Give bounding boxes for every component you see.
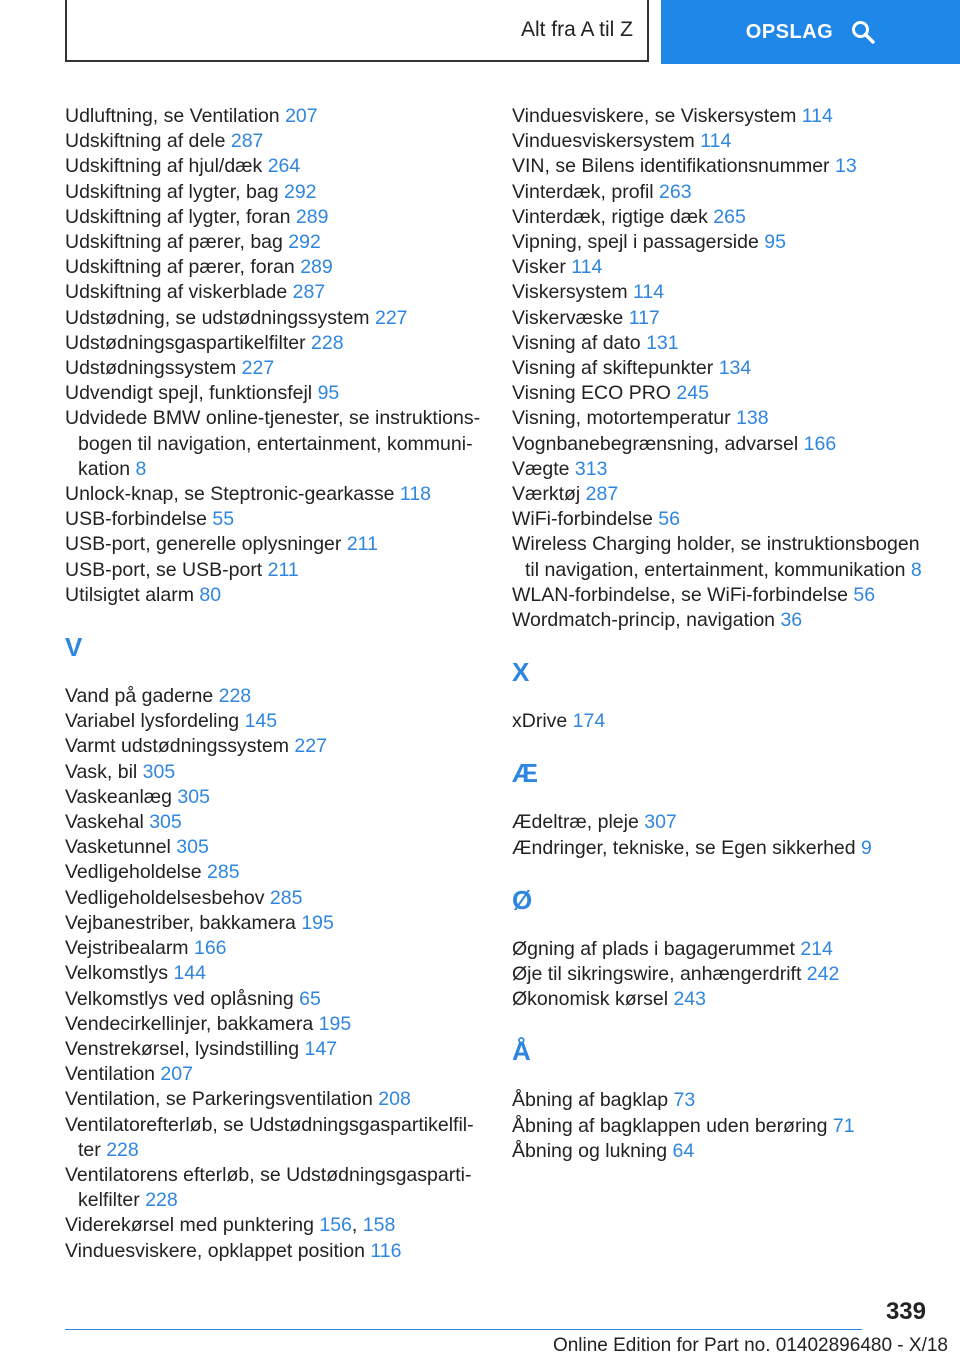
index-entry-text: Udskiftning af pærer, bag xyxy=(65,231,289,254)
index-entry-text: Øje til sikringswire, anhængerdrift xyxy=(512,963,807,986)
page-reference-link[interactable]: 242 xyxy=(806,963,840,986)
index-entry xyxy=(65,785,485,810)
index-entry-text: Viskervæske xyxy=(512,306,629,329)
page-reference-link[interactable]: 114 xyxy=(801,105,833,127)
page-reference-link[interactable]: 265 xyxy=(713,205,746,228)
page-reference-link[interactable]: 166 xyxy=(803,432,837,455)
page-reference-link[interactable]: 55 xyxy=(212,508,235,531)
tab-atoz-label: Alt fra A til Z xyxy=(520,18,633,41)
page-reference-link[interactable]: 174 xyxy=(572,710,606,733)
page-reference-link[interactable]: 8 xyxy=(135,457,147,480)
index-entry xyxy=(65,760,485,785)
page-reference-link[interactable]: 114 xyxy=(633,281,665,304)
index-entry xyxy=(65,860,485,885)
index-entry-text: Vinduesviskere, opklappet position xyxy=(65,1239,371,1262)
index-letter-heading: Ø xyxy=(512,884,533,915)
page-reference-link[interactable]: 292 xyxy=(288,231,321,254)
index-entry xyxy=(65,255,485,280)
index-entry-text: Udluftning, se Ventilation xyxy=(65,105,286,127)
index-entry xyxy=(512,583,932,608)
index-entry xyxy=(65,886,485,911)
index-entry xyxy=(65,104,485,129)
index-entry xyxy=(512,205,932,230)
page-reference-link[interactable]: 292 xyxy=(283,180,317,203)
page-reference-link[interactable]: 9 xyxy=(861,836,872,859)
index-entry-text: Vand på gaderne xyxy=(65,685,219,708)
index-entry xyxy=(512,306,932,331)
index-entry xyxy=(512,1088,932,1113)
index-entry xyxy=(512,356,932,381)
index-entry xyxy=(65,356,485,381)
page-reference-link[interactable]: 71 xyxy=(832,1114,855,1137)
index-entry xyxy=(512,608,932,633)
page-reference-link[interactable]: 116 xyxy=(370,1239,402,1262)
page-reference-link[interactable]: 287 xyxy=(230,130,264,153)
page-reference-link[interactable]: 56 xyxy=(853,583,876,606)
index-entry-text: Ændringer, tekniske, se Egen sikkerhed xyxy=(512,836,862,859)
page-reference-link[interactable]: 289 xyxy=(295,205,329,228)
index-entry xyxy=(512,280,932,305)
page-reference-link[interactable]: 285 xyxy=(269,886,303,909)
page-reference-link[interactable]: 305 xyxy=(176,836,209,859)
index-entry-text: Visker xyxy=(512,256,572,279)
index-entry xyxy=(512,1139,932,1164)
page-reference-link[interactable]: 214 xyxy=(800,937,833,960)
index-entry-text: Vask, bil xyxy=(65,760,143,783)
index-entry-text: Visning, motortemperatur xyxy=(512,407,736,430)
index-entry-text: Venstrekørsel, lysindstilling xyxy=(65,1037,305,1060)
index-entry xyxy=(65,1087,485,1112)
index-entry-text: Visning af dato xyxy=(512,331,647,354)
page-reference-link[interactable]: 134 xyxy=(718,357,752,380)
index-entry-text: Visning af skiftepunkter xyxy=(512,357,719,380)
index-entry-text: Wireless Charging holder, se instruktionsbogen til navigation, entertainment, kommunikation xyxy=(512,533,920,581)
index-entry xyxy=(65,835,485,860)
index-entry xyxy=(65,230,485,255)
index-entry-text: Værktøj xyxy=(512,483,586,506)
page-reference-link[interactable]: 208 xyxy=(378,1088,411,1111)
index-entry-text: Åbning af bagklap xyxy=(512,1089,674,1112)
index-entry-text: Ventilation, se Parkeringsventilation xyxy=(65,1088,379,1111)
index-entry xyxy=(512,482,932,507)
index-entry-text: USB-forbindelse xyxy=(65,508,213,531)
index-entry xyxy=(65,154,485,179)
page-reference-link[interactable]: 147 xyxy=(304,1037,338,1060)
index-entry xyxy=(65,280,485,305)
page-reference-link[interactable]: 73 xyxy=(673,1089,696,1112)
index-entry-text: Vedligeholdelse xyxy=(65,861,208,884)
index-entry-text: Udskiftning af hjul/dæk xyxy=(65,155,268,178)
page-reference-link[interactable]: 138 xyxy=(736,407,769,430)
index-entry-text: Ædeltræ, pleje xyxy=(512,811,645,834)
index-entry-text: xDrive xyxy=(512,710,573,733)
index-entry xyxy=(65,406,485,482)
index-letter-heading: Æ xyxy=(512,758,538,789)
index-entry xyxy=(65,205,485,230)
index-entry xyxy=(65,810,485,835)
index-entry xyxy=(512,406,932,431)
footer-divider xyxy=(65,1329,862,1330)
index-entry xyxy=(512,104,932,129)
page-reference-link[interactable]: 166 xyxy=(193,937,227,960)
index-entry xyxy=(65,558,485,583)
page-reference-link[interactable]: 195 xyxy=(301,911,334,934)
page-number: 339 xyxy=(885,1298,926,1325)
page-reference-link[interactable]: 228 xyxy=(106,1138,139,1161)
index-letter-heading: X xyxy=(512,657,530,688)
index-column-right xyxy=(512,104,932,1164)
page-reference-link[interactable]: 195 xyxy=(318,1012,352,1035)
index-entry-text: Utilsigtet alarm xyxy=(65,583,200,606)
index-entry xyxy=(65,381,485,406)
index-entry-text: WiFi-forbindelse xyxy=(512,508,659,531)
index-entry-text: Vejbanestriber, bakkamera xyxy=(65,911,302,934)
index-letter-heading: V xyxy=(65,632,83,663)
index-entry xyxy=(65,1213,485,1238)
index-entry-text: Vipning, spejl i passagerside xyxy=(512,231,765,254)
index-entry-text: Visning ECO PRO xyxy=(512,382,677,405)
page-reference-link[interactable]: 305 xyxy=(149,811,182,834)
index-entry xyxy=(65,684,485,709)
index-entry xyxy=(512,937,932,962)
index-entry xyxy=(512,381,932,406)
index-entry xyxy=(65,1037,485,1062)
index-entry-text: Udvendigt spejl, funktionsfejl xyxy=(65,382,318,405)
index-entry xyxy=(65,180,485,205)
index-entry xyxy=(512,810,932,835)
page-reference-link[interactable]: 243 xyxy=(673,988,706,1011)
page-reference-link[interactable]: 287 xyxy=(292,281,326,304)
index-entry-text: WLAN-forbindelse, se WiFi-forbindelse xyxy=(512,583,854,606)
index-entry xyxy=(512,331,932,356)
index-entry xyxy=(65,709,485,734)
index-entry-text: Ventilatorens efterløb, se Udstødningsgaspartikelfilter xyxy=(65,1163,472,1212)
search-icon xyxy=(851,20,875,44)
index-entry-text: Vejstribealarm xyxy=(65,937,194,960)
index-entry-text: Udstødningssystem xyxy=(65,357,242,380)
page-reference-link[interactable]: 65 xyxy=(299,987,321,1010)
index-entry-text: Udskiftning af lygter, foran xyxy=(65,205,296,228)
index-entry xyxy=(512,255,932,280)
page-reference-link[interactable]: 285 xyxy=(207,861,240,884)
index-entry xyxy=(65,1012,485,1037)
page-reference-link[interactable]: 56 xyxy=(658,508,680,531)
page-reference-link[interactable]: 95 xyxy=(764,231,786,254)
page-reference-link[interactable]: 305 xyxy=(177,785,210,808)
index-entry-text: Vaskeanlæg xyxy=(65,785,178,808)
index-entry xyxy=(65,532,485,557)
index-entry-text: Variabel lysfordeling xyxy=(65,710,245,733)
index-entry-text: Udstødning, se udstødningssystem xyxy=(65,306,375,329)
index-entry-text: Udskiftning af lygter, bag xyxy=(65,180,284,203)
index-entry xyxy=(512,1114,932,1139)
index-entry-text: Udskiftning af pærer, foran xyxy=(65,256,301,279)
index-entry xyxy=(65,911,485,936)
page-reference-link[interactable]: 64 xyxy=(672,1139,695,1162)
page-reference-link[interactable]: 227 xyxy=(241,357,275,380)
index-entry-text: Vinduesviskere, se Viskersystem xyxy=(512,105,802,127)
index-entry xyxy=(65,331,485,356)
index-entry-text: Velkomstlys xyxy=(65,962,174,985)
page-reference-link[interactable]: 114 xyxy=(700,130,732,153)
index-entry xyxy=(65,987,485,1012)
page-reference-link[interactable]: 158 xyxy=(362,1214,396,1237)
edition-info: Online Edition for Part no. 01402896480 - X/18 xyxy=(552,1335,948,1356)
page-reference-link[interactable]: 145 xyxy=(244,710,278,733)
tab-alt-fra-a-til-z[interactable] xyxy=(65,0,649,62)
page-reference-link[interactable]: 289 xyxy=(300,256,333,279)
index-entry-text: Vognbanebegrænsning, advarsel xyxy=(512,432,804,455)
page-reference-link[interactable]: 156 xyxy=(319,1214,352,1237)
index-entry xyxy=(65,1163,485,1213)
page-reference-link[interactable]: 207 xyxy=(285,105,318,127)
page-reference-link[interactable]: 131 xyxy=(646,331,679,354)
index-entry-text: Udskiftning af dele xyxy=(65,130,231,153)
index-entry xyxy=(65,306,485,331)
index-column-left xyxy=(65,104,485,1264)
index-entry-text: Viskersystem xyxy=(512,281,633,304)
index-entry-text: Økonomisk kørsel xyxy=(512,988,674,1011)
top-navigation xyxy=(0,0,960,66)
page-reference-link[interactable]: 211 xyxy=(346,533,378,556)
page-reference-link[interactable]: 36 xyxy=(780,609,803,632)
page-reference-link[interactable]: 228 xyxy=(311,331,344,354)
index-entry xyxy=(65,1062,485,1087)
index-entry-text: Udstødningsgaspartikelfilter xyxy=(65,331,312,354)
index-entry-text: Vægte xyxy=(512,457,575,480)
index-entry-text: Ventilation xyxy=(65,1063,161,1086)
index-entry-text: Udvidede BMW online-tjenester, se instruktionsbogen til navigation, entertainment, kommunikation xyxy=(65,407,481,480)
index-entry-text: Vedligeholdelsesbehov xyxy=(65,886,270,909)
page-reference-link[interactable]: 95 xyxy=(317,382,340,405)
tab-opslag[interactable] xyxy=(661,0,960,64)
page-reference-link[interactable]: 118 xyxy=(399,483,432,506)
page-reference-link[interactable]: 13 xyxy=(834,155,857,178)
index-entry-text: Udskiftning af viskerblade xyxy=(65,281,293,304)
index-entry xyxy=(65,734,485,759)
page-reference-link[interactable]: 117 xyxy=(628,306,660,329)
page-reference-link[interactable]: 263 xyxy=(659,180,692,203)
index-entry xyxy=(512,532,932,582)
tab-opslag-label: OPSLAG xyxy=(745,20,834,43)
index-entry-text: Åbning af bagklappen uden berøring xyxy=(512,1114,833,1137)
index-entry xyxy=(512,432,932,457)
page-reference-link[interactable]: 313 xyxy=(574,457,608,480)
index-entry-text: USB-port, se USB-port xyxy=(65,558,268,581)
index-entry-text: Øgning af plads i bagagerummet xyxy=(512,937,801,960)
page-reference-link[interactable]: 264 xyxy=(267,155,301,178)
page-reference-link[interactable]: 227 xyxy=(374,306,408,329)
index-entry-text: Viderekørsel med punktering xyxy=(65,1214,320,1237)
page-reference-link[interactable]: 245 xyxy=(676,382,709,405)
index-entry xyxy=(512,129,932,154)
page-reference-link[interactable]: 287 xyxy=(585,483,619,506)
index-entry-text: Wordmatch-princip, navigation xyxy=(512,609,781,632)
index-entry-text: Vinduesviskersystem xyxy=(512,130,701,153)
index-entry-text: USB-port, generelle oplysninger xyxy=(65,533,347,556)
index-entry-text: Vinterdæk, profil xyxy=(512,180,660,203)
index-entry xyxy=(512,507,932,532)
index-entry xyxy=(512,154,932,179)
page-reference-link[interactable]: 8 xyxy=(910,558,922,581)
index-entry xyxy=(65,583,485,608)
page-reference-link[interactable]: 207 xyxy=(160,1063,193,1086)
index-entry xyxy=(65,1113,485,1163)
page-reference-link[interactable]: 80 xyxy=(199,583,222,606)
page-separator: , xyxy=(351,1214,363,1237)
index-entry xyxy=(65,936,485,961)
index-entry-text: Ventilatorefterløb, se Udstødningsgaspartikelfilter xyxy=(65,1113,474,1161)
index-entry-text: VIN, se Bilens identifikationsnummer xyxy=(512,155,835,178)
page-reference-link[interactable]: 211 xyxy=(267,558,299,581)
index-entry-text: Vinterdæk, rigtige dæk xyxy=(512,205,714,228)
index-entry xyxy=(65,961,485,986)
index-entry-text: Velkomstlys ved oplåsning xyxy=(65,987,300,1010)
index-entry-text: Unlock-knap, se Steptronic-gearkasse xyxy=(65,483,400,506)
index-entry xyxy=(512,457,932,482)
index-entry-text: Vendecirkellinjer, bakkamera xyxy=(65,1012,319,1035)
index-entry xyxy=(512,180,932,205)
index-entry xyxy=(65,129,485,154)
index-entry xyxy=(65,1239,485,1264)
index-entry-text: Åbning og lukning xyxy=(512,1139,673,1162)
index-entry-text: Vaskehal xyxy=(65,811,150,834)
page-reference-link[interactable]: 228 xyxy=(145,1189,178,1212)
index-entry-text: Vasketunnel xyxy=(65,836,177,859)
page-reference-link[interactable]: 144 xyxy=(173,962,206,985)
page-reference-link[interactable]: 307 xyxy=(644,811,677,834)
index-entry xyxy=(65,482,485,507)
page-reference-link[interactable]: 305 xyxy=(142,760,176,783)
page-reference-link[interactable]: 227 xyxy=(294,735,327,758)
index-entry xyxy=(512,987,932,1012)
index-entry-text: Varmt udstødningssystem xyxy=(65,735,295,758)
index-entry xyxy=(512,962,932,987)
index-entry xyxy=(512,230,932,255)
index-letter-heading: Å xyxy=(512,1036,531,1067)
index-entry xyxy=(65,507,485,532)
index-entry xyxy=(512,836,932,861)
index-entry xyxy=(512,709,932,734)
page-reference-link[interactable]: 228 xyxy=(218,685,252,708)
page-reference-link[interactable]: 114 xyxy=(571,256,603,279)
